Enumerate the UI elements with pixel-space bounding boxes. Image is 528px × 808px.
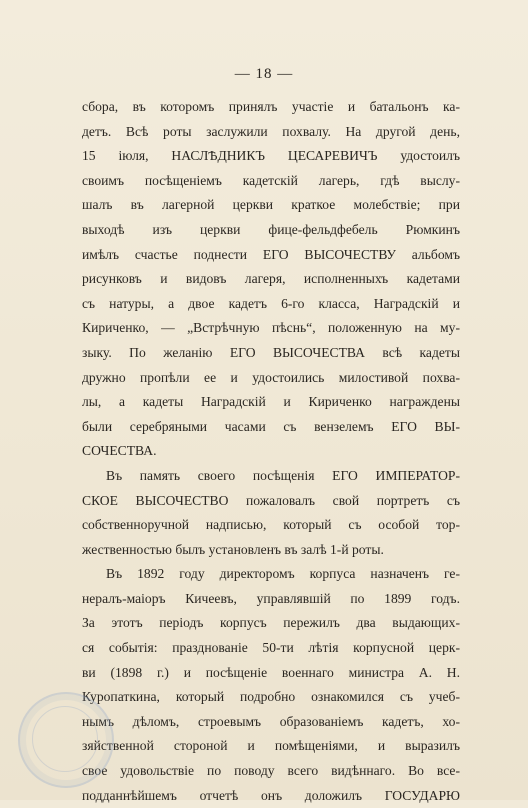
- text-line: выходѣ изъ церкви фице-фельдфебель Рюмкинъ: [82, 221, 460, 237]
- text-line: своимъ посѣщеніемъ кадетскій лагерь, гдѣ выслу-: [82, 172, 460, 188]
- text-line: нымъ дѣломъ, строевымъ образованіемъ кадетъ, хо-: [82, 713, 460, 729]
- text-line: собственноручной надписью, который съ особой тор-: [82, 517, 460, 533]
- stamp-inner-ring: [32, 706, 98, 772]
- text-line: СОЧЕСТВА.: [82, 443, 157, 459]
- text-line: свое удовольствіе по поводу всего видѣннаго. Во все-: [82, 763, 460, 779]
- text-line: подданнѣйшемъ отчетѣ онъ доложилъ ГОСУДАРЮ: [82, 787, 460, 803]
- text-line: Въ память своего посѣщенія ЕГО ИМПЕРАТОР-: [106, 467, 460, 483]
- text-line: ви (1898 г.) и посѣщеніе военнаго министра А. Н.: [82, 664, 460, 680]
- text-line: зыку. По желанію ЕГО ВЫСОЧЕСТВА всѣ кадеты: [82, 344, 460, 360]
- body-text: [82, 95, 460, 808]
- text-line: СКОЕ ВЫСОЧЕСТВО пожаловалъ свой портретъ съ: [82, 492, 460, 508]
- text-line: Кириченко, — „Встрѣчную пѣснь“, положенную на му-: [82, 320, 460, 336]
- text-line: Въ 1892 году директоромъ корпуса назначенъ ге-: [106, 566, 460, 582]
- text-line: дружно пропѣли ее и удостоились милостивой похва-: [82, 369, 460, 385]
- text-line: лы, а кадеты Наградскій и Кириченко награждены: [82, 394, 460, 410]
- text-line: жественностью былъ установленъ въ залѣ 1-й роты.: [82, 541, 384, 557]
- text-line: ся событія: празднованіе 50-ти лѣтія корпусной церк-: [82, 640, 460, 656]
- text-line: шалъ въ лагерной церкви краткое молебствіе; при: [82, 197, 460, 213]
- text-line: нералъ-маіоръ Кичеевъ, управлявшій по 1899 годъ.: [82, 590, 460, 606]
- text-line: съ натуры, а двое кадетъ 6-го класса, Наградскій и: [82, 295, 460, 311]
- text-line: имѣлъ счастье поднести ЕГО ВЫСОЧЕСТВУ альбомъ: [82, 246, 460, 262]
- text-line: зяйственной стороной и помѣщеніями, и выразилъ: [82, 738, 460, 754]
- text-line: 15 іюля, НАСЛѢДНИКЪ ЦЕСАРЕВИЧЪ удостоилъ: [82, 148, 460, 164]
- text-line: рисунковъ и видовъ лагеря, исполненныхъ кадетами: [82, 271, 460, 287]
- text-line: были серебряными часами съ вензелемъ ЕГО ВЫ-: [82, 418, 460, 434]
- page-number: — 18 —: [234, 66, 294, 82]
- text-line: детъ. Всѣ роты заслужили похвалу. На другой день,: [82, 123, 460, 139]
- text-line: сбора, въ которомъ принялъ участіе и батальонъ ка-: [82, 99, 460, 114]
- text-line: Куропаткина, который подробно ознакомился съ учеб-: [82, 689, 460, 705]
- library-stamp-icon: [18, 692, 114, 788]
- text-line: За этотъ періодъ корпусъ пережилъ два выдающих-: [82, 615, 460, 631]
